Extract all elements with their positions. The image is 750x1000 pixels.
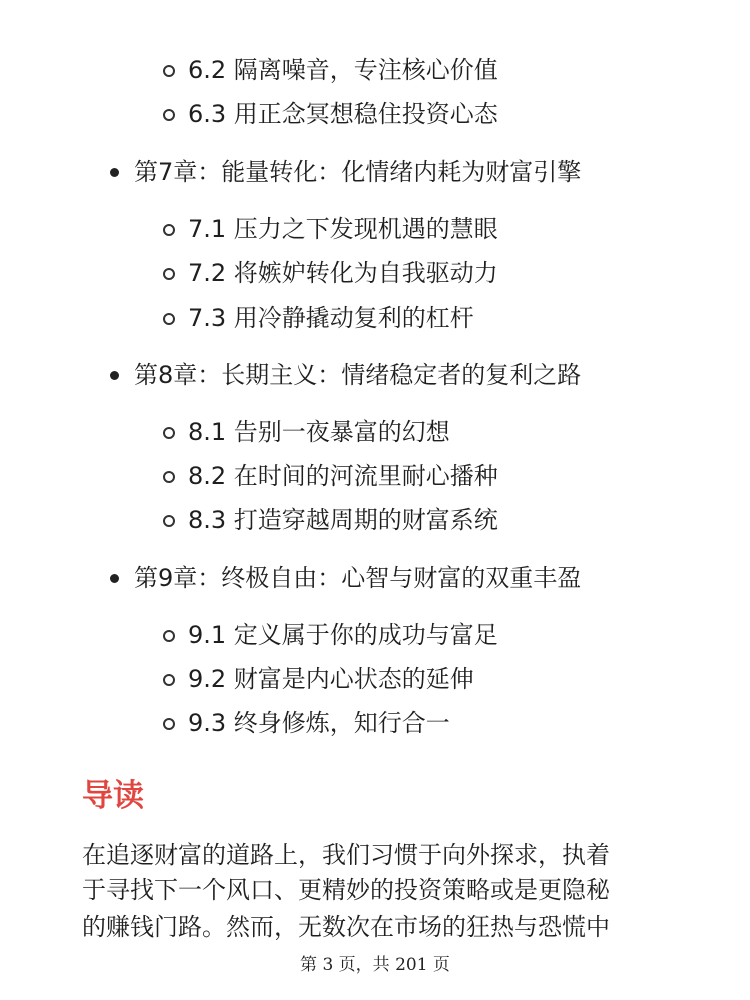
toc-chapter[interactable]: 第9章：终极自由：心智与财富的双重丰盈 — [134, 564, 582, 592]
toc-item[interactable]: 9.3 终身修炼，知行合一 — [188, 709, 450, 737]
toc-item[interactable]: 8.3 打造穿越周期的财富系统 — [188, 506, 498, 534]
page-number-footer: 第 3 页，共 201 页 — [300, 955, 450, 975]
toc-chapter[interactable]: 第7章：能量转化：化情绪内耗为财富引擎 — [134, 158, 582, 186]
intro-paragraph-line: 于寻找下一个风口、更精妙的投资策略或是更隐秘 — [82, 876, 610, 904]
intro-paragraph-line: 在追逐财富的道路上，我们习惯于向外探求，执着 — [82, 841, 610, 869]
toc-item[interactable]: 9.1 定义属于你的成功与富足 — [188, 621, 498, 649]
toc-item[interactable]: 6.3 用正念冥想稳住投资心态 — [188, 100, 498, 128]
toc-chapter[interactable]: 第8章：长期主义：情绪稳定者的复利之路 — [134, 361, 582, 389]
toc-item[interactable]: 8.1 告别一夜暴富的幻想 — [188, 418, 450, 446]
intro-paragraph-line: 的赚钱门路。然而，无数次在市场的狂热与恐慌中 — [82, 913, 610, 941]
toc-item[interactable]: 8.2 在时间的河流里耐心播种 — [188, 462, 498, 490]
toc-item[interactable]: 6.2 隔离噪音，专注核心价值 — [188, 56, 498, 84]
toc-item[interactable]: 7.2 将嫉妒转化为自我驱动力 — [188, 259, 498, 287]
intro-heading: 导读 — [82, 778, 144, 814]
toc-item[interactable]: 7.1 压力之下发现机遇的慧眼 — [188, 215, 498, 243]
toc-item[interactable]: 9.2 财富是内心状态的延伸 — [188, 665, 474, 693]
toc-item[interactable]: 7.3 用冷静撬动复利的杠杆 — [188, 304, 474, 332]
